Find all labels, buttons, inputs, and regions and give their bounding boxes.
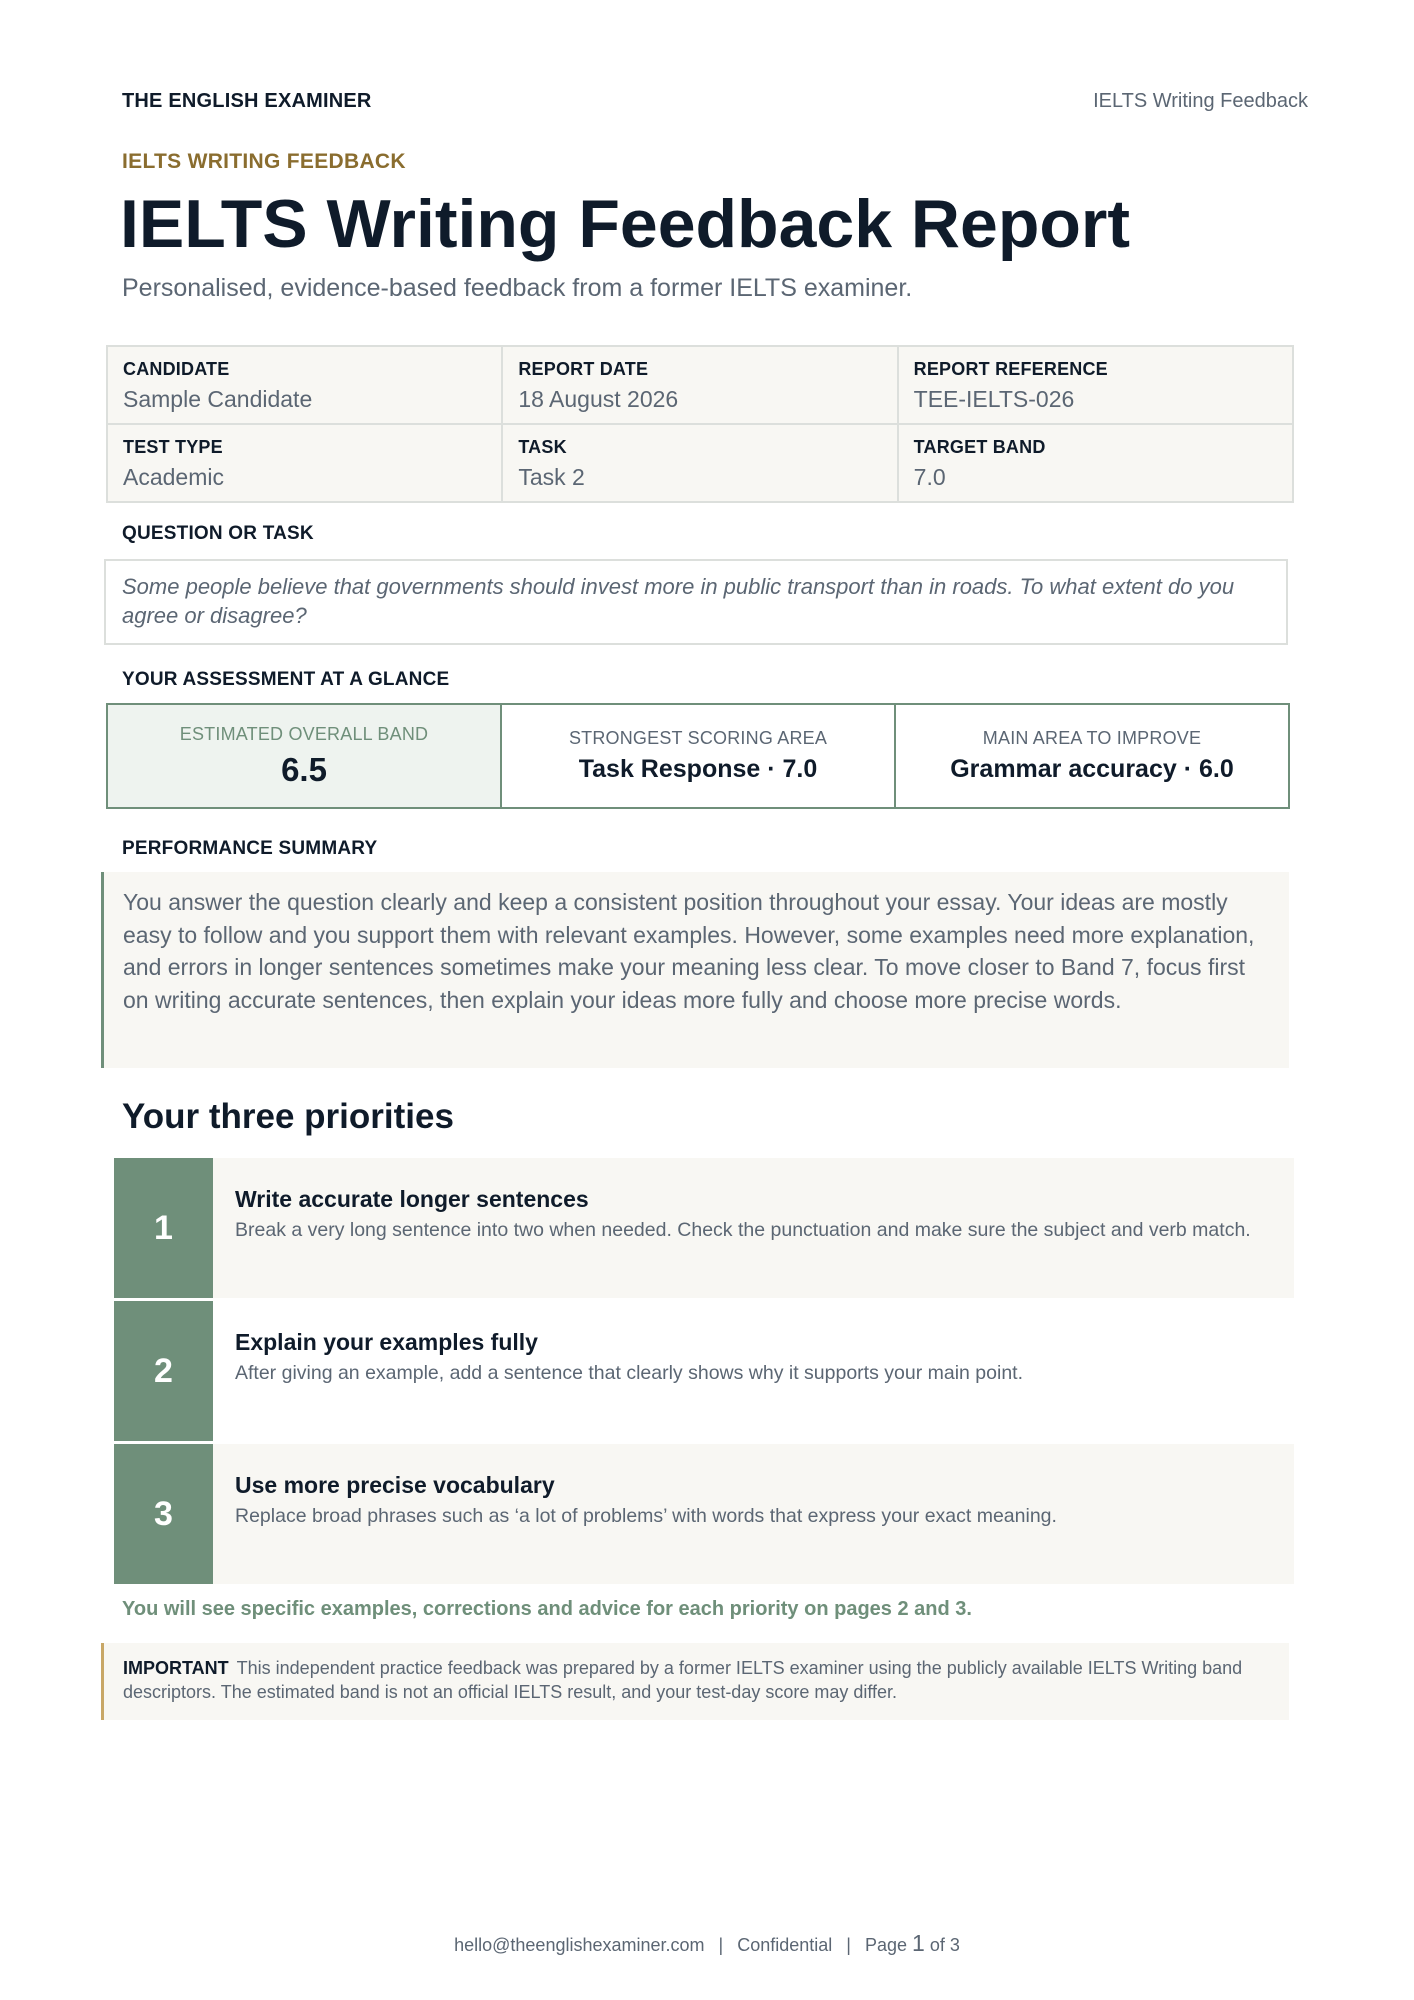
- header-document-type: IELTS Writing Feedback: [1093, 90, 1308, 112]
- task-cell: [501, 425, 896, 501]
- candidate-value: Sample Candidate: [123, 386, 313, 412]
- overall-band-label: ESTIMATED OVERALL BAND: [179, 723, 429, 744]
- strongest-area-cell: [500, 705, 894, 807]
- question-text: Some people believe that governments should invest more in public transport than in roads. To what extent do you agree or disagree?: [122, 574, 1235, 628]
- details-row: [108, 423, 1292, 501]
- priority-body: [213, 1158, 1294, 1298]
- improve-area-value: Grammar accuracy · 6.0: [950, 755, 1234, 783]
- summary-text: You answer the question clearly and keep a consistent position throughout your essay. Your ideas are mostly easy to follow and you support them with relevant examples. However, some examples need more explanation, and errors in longer sentences sometimes make your meaning less clear. To move closer to Band 7, focus first on writing accurate sentences, then explain your ideas more fully and choose more precise words.: [123, 889, 1255, 1013]
- report-date-cell: [501, 347, 896, 423]
- target-band-value: 7.0: [913, 464, 946, 490]
- footer-email-link[interactable]: hello@theenglishexaminer.com: [454, 1935, 705, 1955]
- improve-area-cell: [894, 705, 1288, 807]
- question-box: [104, 559, 1288, 645]
- footer-separator: |: [718, 1935, 724, 1955]
- footer-page-number: 1: [912, 1930, 925, 1956]
- test-type-cell: [108, 425, 501, 501]
- report-date-value: 18 August 2026: [518, 386, 679, 412]
- priority-title: Write accurate longer sentences: [235, 1186, 589, 1212]
- important-label: IMPORTANT: [123, 1658, 229, 1678]
- details-row: [108, 347, 1292, 423]
- priority-description: Break a very long sentence into two when needed. Check the punctuation and make sure the subject and verb match.: [235, 1219, 1251, 1241]
- strongest-area-value: Task Response · 7.0: [578, 755, 818, 783]
- priority-title: Use more precise vocabulary: [235, 1472, 555, 1498]
- footer-page-prefix: Page: [864, 1935, 908, 1955]
- priorities-heading: Your three priorities: [122, 1097, 454, 1136]
- question-section-label: QUESTION OR TASK: [122, 523, 314, 544]
- assessment-glance: [106, 703, 1290, 809]
- summary-section-label: PERFORMANCE SUMMARY: [122, 838, 378, 859]
- important-text: This independent practice feedback was prepared by a former IELTS examiner using the publicly available IELTS Writing band descriptors. The estimated band is not an official IELTS result, and your test-day score may differ.: [123, 1658, 1243, 1702]
- candidate-label: CANDIDATE: [123, 359, 230, 379]
- footer-confidential: Confidential: [737, 1935, 833, 1955]
- report-reference-value: TEE-IELTS-026: [913, 386, 1075, 412]
- footer-separator: |: [846, 1935, 851, 1955]
- overall-band-cell: [108, 705, 500, 807]
- eyebrow-label: IELTS WRITING FEEDBACK: [122, 150, 406, 173]
- page-title: IELTS Writing Feedback Report: [120, 186, 1131, 262]
- test-type-label: TEST TYPE: [123, 437, 223, 457]
- overall-band-value: 6.5: [281, 750, 327, 788]
- priority-number: 3: [114, 1444, 213, 1584]
- priority-number: 1: [114, 1158, 213, 1298]
- priority-title: Explain your examples fully: [235, 1329, 538, 1355]
- target-band-label: TARGET BAND: [913, 437, 1046, 457]
- task-label: TASK: [518, 437, 567, 457]
- task-value: Task 2: [518, 464, 585, 490]
- priority-number: 2: [114, 1301, 213, 1441]
- report-date-label: REPORT DATE: [518, 359, 649, 379]
- report-details-table: [106, 345, 1294, 503]
- priority-body: [213, 1301, 1294, 1441]
- test-type-value: Academic: [123, 464, 224, 490]
- priority-description: After giving an example, add a sentence that clearly shows why it supports your main point.: [235, 1362, 1023, 1384]
- candidate-cell: [108, 347, 501, 423]
- strongest-area-label: STRONGEST SCORING AREA: [568, 728, 828, 748]
- report-reference-cell: [897, 347, 1292, 423]
- page-subtitle: Personalised, evidence-based feedback from a former IELTS examiner.: [122, 274, 913, 302]
- priority-item: [114, 1301, 1294, 1441]
- priority-item: [114, 1444, 1294, 1584]
- target-band-cell: [897, 425, 1292, 501]
- performance-summary: [101, 872, 1289, 1068]
- improve-area-label: MAIN AREA TO IMPROVE: [982, 728, 1202, 748]
- footer-page-suffix: of 3: [929, 1935, 960, 1955]
- priority-item: [114, 1158, 1294, 1298]
- page-footer: [0, 1930, 1414, 1957]
- priority-description: Replace broad phrases such as ‘a lot of problems’ with words that express your exact meaning.: [235, 1505, 1057, 1527]
- next-pages-note: You will see specific examples, corrections and advice for each priority on pages 2 and 3.: [122, 1598, 972, 1620]
- priority-body: [213, 1444, 1294, 1584]
- important-notice: [101, 1643, 1289, 1720]
- report-reference-label: REPORT REFERENCE: [913, 359, 1108, 379]
- brand-name: THE ENGLISH EXAMINER: [122, 90, 372, 112]
- glance-section-label: YOUR ASSESSMENT AT A GLANCE: [122, 669, 450, 690]
